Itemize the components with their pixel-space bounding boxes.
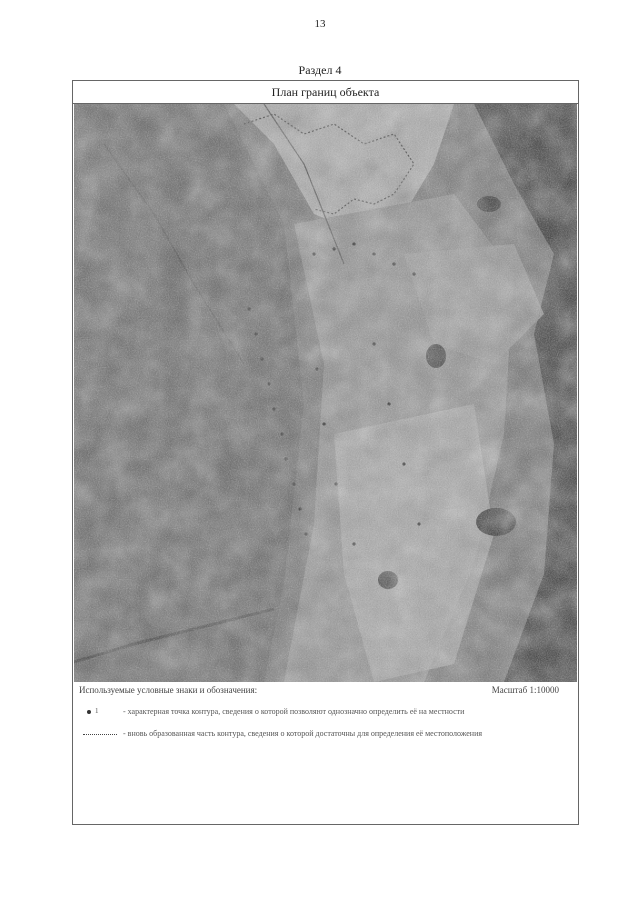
plan-frame xyxy=(72,80,579,825)
point-marker-icon xyxy=(87,710,91,714)
legend-item-text: - вновь образованная часть контура, сведения о которой достаточны для определения её местоположения xyxy=(123,729,483,738)
satellite-map-image xyxy=(74,104,577,682)
legend-header xyxy=(77,685,575,699)
map-scale: Масштаб 1:10000 xyxy=(491,685,559,695)
dotted-line-icon xyxy=(83,734,117,735)
point-marker-label: 1 xyxy=(95,707,99,715)
legend-item-text: - характерная точка контура, сведения о которой позволяют однозначно определить её на местности xyxy=(123,707,465,716)
page-number: 13 xyxy=(314,18,326,30)
characteristic-point-symbol xyxy=(83,707,119,717)
section-title: Раздел 4 xyxy=(298,63,342,77)
contour-line-symbol xyxy=(83,729,119,739)
legend-title: Используемые условные знаки и обозначения: xyxy=(79,685,258,695)
plan-title: План границ объекта xyxy=(73,81,578,104)
